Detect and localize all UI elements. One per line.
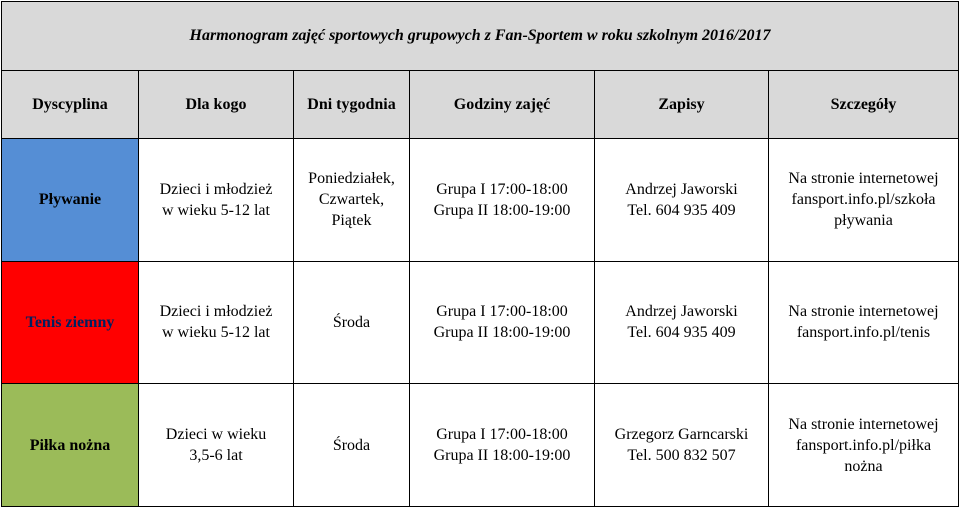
cell-line: Na stronie internetowej [788, 303, 939, 321]
cell-line: Tel. 604 935 409 [627, 201, 736, 219]
header-godziny: Godziny zajęć [410, 70, 595, 138]
table-row [2, 261, 959, 384]
cell-line: Tel. 604 935 409 [627, 324, 736, 342]
signup-cell [595, 261, 769, 384]
header-dyscyplina: Dyscyplina [2, 70, 139, 138]
details-cell [769, 384, 959, 507]
cell-line: fansport.info.pl/szkoła [791, 191, 936, 209]
discipline-cell: Piłka nożna [2, 384, 139, 507]
cell-line: pływania [834, 212, 893, 230]
header-dni-tygodnia: Dni tygodnia [294, 70, 410, 138]
cell-line: Grupa II 18:00-19:00 [433, 201, 571, 219]
cell-line: Tel. 500 832 507 [627, 447, 736, 465]
cell-line: Dzieci i młodzież [159, 180, 273, 198]
cell-line: fansport.info.pl/piłka [795, 436, 932, 454]
header-row [2, 70, 959, 138]
for-whom-cell [139, 384, 294, 507]
signup-cell [595, 138, 769, 261]
hours-cell [410, 384, 595, 507]
cell-line: Andrzej Jaworski [625, 303, 738, 321]
hours-cell [410, 138, 595, 261]
header-szczegoly: Szczegóły [769, 70, 959, 138]
cell-line: Andrzej Jaworski [625, 180, 738, 198]
discipline-cell: Pływanie [2, 138, 139, 261]
signup-cell [595, 384, 769, 507]
cell-line: Czwartek, [318, 191, 385, 209]
cell-line: 3,5-6 lat [189, 447, 243, 465]
cell-line: w wieku 5-12 lat [162, 324, 270, 342]
cell-line: Na stronie internetowej [788, 415, 939, 433]
details-cell [769, 261, 959, 384]
cell-line: Na stronie internetowej [788, 170, 939, 188]
cell-line: Dzieci w wieku [165, 426, 267, 444]
days-cell [294, 384, 410, 507]
cell-line: Środa [332, 313, 371, 331]
cell-line: Grupa I 17:00-18:00 [436, 303, 568, 321]
hours-cell [410, 261, 595, 384]
header-zapisy: Zapisy [595, 70, 769, 138]
table-title: Harmonogram zajęć sportowych grupowych z Fan-Sportem w roku szkolnym 2016/2017 [2, 2, 959, 71]
cell-line: fansport.info.pl/tenis [796, 324, 931, 342]
for-whom-cell [139, 261, 294, 384]
cell-line: Środa [332, 436, 371, 454]
cell-line: Poniedziałek, [308, 170, 395, 188]
for-whom-cell [139, 138, 294, 261]
details-cell [769, 138, 959, 261]
days-cell [294, 138, 410, 261]
days-cell [294, 261, 410, 384]
cell-line: Piątek [331, 212, 372, 230]
cell-line: Grupa I 17:00-18:00 [436, 426, 568, 444]
cell-line: Grzegorz Garncarski [614, 426, 749, 444]
cell-line: w wieku 5-12 lat [162, 201, 270, 219]
cell-line: nożna [844, 457, 883, 475]
cell-line: Grupa II 18:00-19:00 [433, 324, 571, 342]
schedule-table [1, 1, 959, 507]
table-row [2, 138, 959, 261]
cell-line: Grupa II 18:00-19:00 [433, 447, 571, 465]
table-row [2, 384, 959, 507]
discipline-cell: Tenis ziemny [2, 261, 139, 384]
cell-line: Grupa I 17:00-18:00 [436, 180, 568, 198]
header-dla-kogo: Dla kogo [139, 70, 294, 138]
cell-line: Dzieci i młodzież [159, 303, 273, 321]
